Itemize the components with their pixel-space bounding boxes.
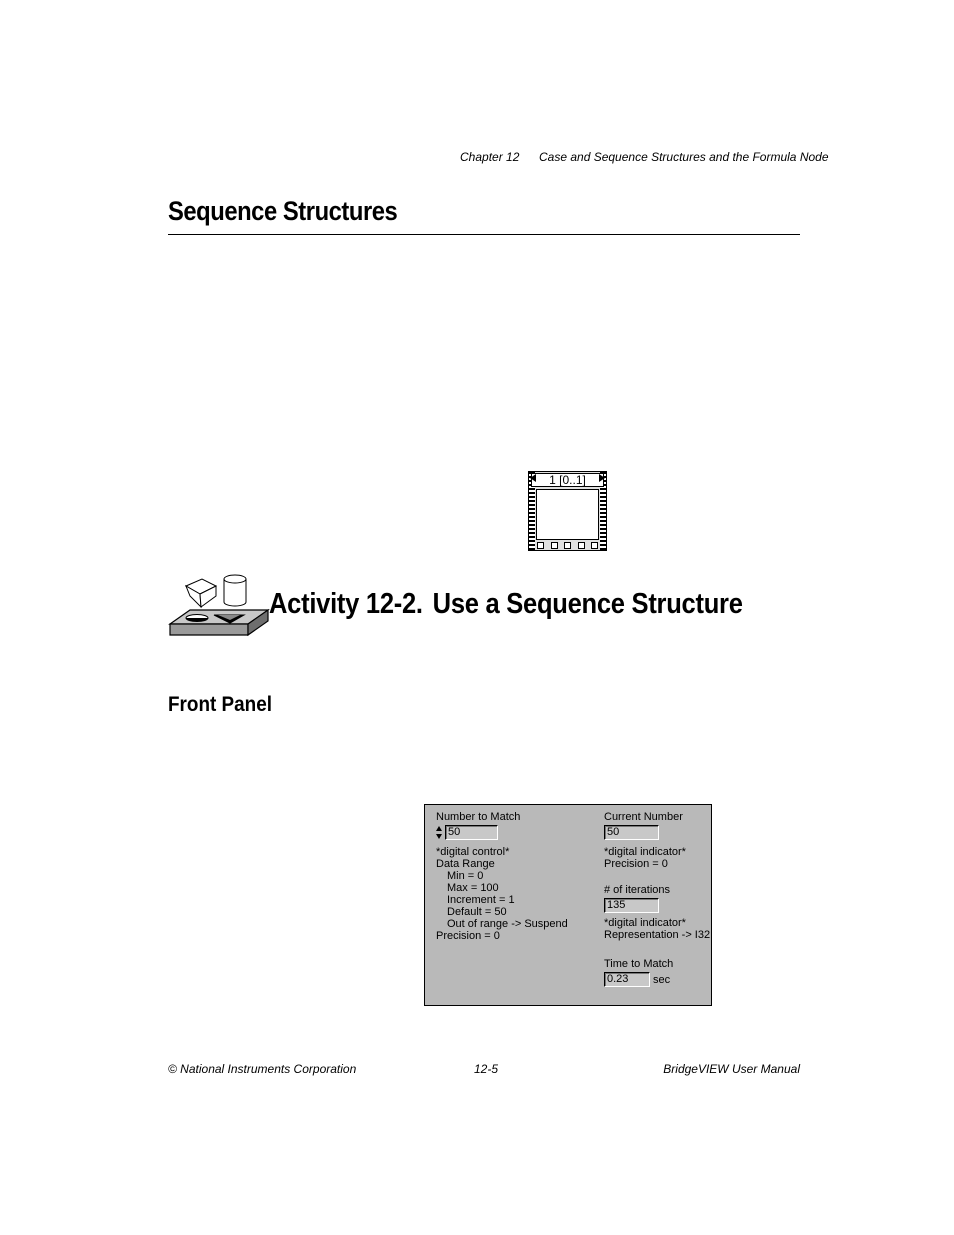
sequence-structure-icon [528, 471, 607, 551]
activity-heading [269, 588, 743, 621]
current-number-label: Current Number [604, 811, 683, 823]
iterations-note-1: *digital indicator* [604, 917, 686, 929]
chapter-title: Case and Sequence Structures and the Formula Node [539, 150, 829, 164]
number-to-match-control [436, 824, 568, 841]
chapter-number: Chapter 12 [460, 150, 520, 164]
left-note-2: Data Range [436, 858, 495, 870]
frame-interior [536, 489, 599, 540]
frame-selector-label: 1 [0..1] [549, 473, 586, 487]
footer-manual-title: BridgeVIEW User Manual [663, 1062, 800, 1076]
front-panel-right-column [604, 811, 710, 988]
footer-copyright: © National Instruments Corporation [168, 1062, 357, 1076]
front-panel [424, 804, 712, 1006]
iterations-label: # of iterations [604, 884, 671, 896]
activity-number: Activity 12-2. [269, 588, 423, 620]
range-default: Default = 50 [447, 906, 507, 918]
footer-page-number: 12-5 [474, 1062, 499, 1076]
decrement-arrow-icon [530, 474, 536, 482]
film-holes [537, 542, 598, 549]
range-out-of-range: Out of range -> Suspend [447, 918, 568, 930]
range-min: Min = 0 [447, 870, 484, 882]
time-to-match-indicator: 0.23 [604, 972, 650, 987]
activity-icon [168, 574, 270, 638]
front-panel-left-column [436, 811, 568, 942]
iterations-indicator: 135 [604, 898, 659, 913]
left-note-1: *digital control* [436, 846, 510, 858]
iterations-note-2: Representation -> I32 [604, 929, 711, 941]
increment-arrow-icon [599, 474, 605, 482]
increment-decrement-icon[interactable] [436, 826, 444, 839]
time-to-match-label: Time to Match [604, 958, 674, 970]
range-max: Max = 100 [447, 882, 499, 894]
range-increment: Increment = 1 [447, 894, 515, 906]
number-to-match-input[interactable]: 50 [445, 825, 498, 840]
current-number-indicator: 50 [604, 825, 659, 840]
section-title: Sequence Structures [168, 196, 398, 226]
current-note-1: *digital indicator* [604, 846, 686, 858]
activity-title: Use a Sequence Structure [432, 588, 743, 620]
left-precision: Precision = 0 [436, 930, 500, 942]
current-note-2: Precision = 0 [604, 858, 668, 870]
frame-selector [531, 473, 604, 487]
number-to-match-label: Number to Match [436, 811, 521, 823]
time-unit-label: sec [653, 973, 671, 986]
section-rule [168, 234, 800, 235]
running-header [460, 150, 829, 164]
front-panel-heading: Front Panel [168, 693, 272, 716]
